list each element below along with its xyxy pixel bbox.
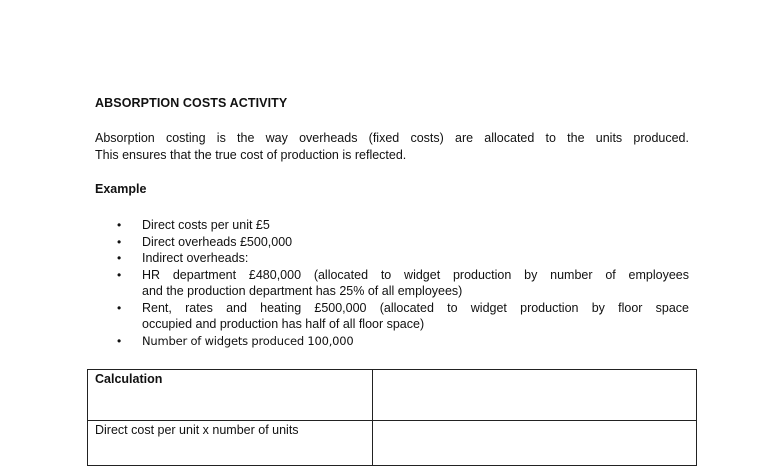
- bullet-text: Direct costs per unit £5: [142, 218, 270, 232]
- list-item: [0, 234, 784, 251]
- table-row: [88, 370, 697, 421]
- table-header-value: [373, 370, 697, 421]
- table-header-label: Calculation: [88, 370, 373, 421]
- list-item: [0, 300, 784, 333]
- intro-paragraph: [95, 130, 689, 164]
- list-item: [0, 333, 784, 350]
- bullet-text: Indirect overheads:: [142, 251, 249, 265]
- list-item: [0, 217, 784, 234]
- bullet-text-continued: and the production department has 25% of all employees): [142, 284, 463, 298]
- bullet-icon: •: [117, 267, 122, 282]
- bullet-icon: •: [117, 251, 122, 265]
- bullet-text: HR department £480,000 (allocated to widget production by number of employees: [142, 267, 689, 282]
- bullet-icon: •: [117, 300, 122, 315]
- document-title: ABSORPTION COSTS ACTIVITY: [95, 96, 288, 110]
- example-heading: Example: [95, 182, 147, 196]
- bullet-text: Number of widgets produced 100,000: [142, 333, 354, 348]
- bullet-text: Rent, rates and heating £500,000 (allocated to widget production by floor space: [142, 300, 689, 315]
- intro-line-1: Absorption costing is the way overheads (fixed costs) are allocated to the units produced.: [95, 131, 689, 145]
- example-bullet-list: [0, 217, 784, 349]
- bullet-text-continued: occupied and production has half of all floor space): [142, 317, 425, 331]
- bullet-icon: •: [117, 218, 122, 232]
- intro-line-2: This ensures that the true cost of production is reflected.: [95, 148, 407, 162]
- bullet-text: Direct overheads £500,000: [142, 234, 293, 249]
- bullet-icon: •: [117, 333, 122, 348]
- list-item: [0, 250, 784, 267]
- table-cell-value: [373, 421, 697, 466]
- table-row: [88, 421, 697, 466]
- list-item: [0, 267, 784, 300]
- calculation-table: [87, 369, 697, 466]
- bullet-icon: •: [117, 234, 122, 249]
- table-cell-label: Direct cost per unit x number of units: [88, 421, 373, 466]
